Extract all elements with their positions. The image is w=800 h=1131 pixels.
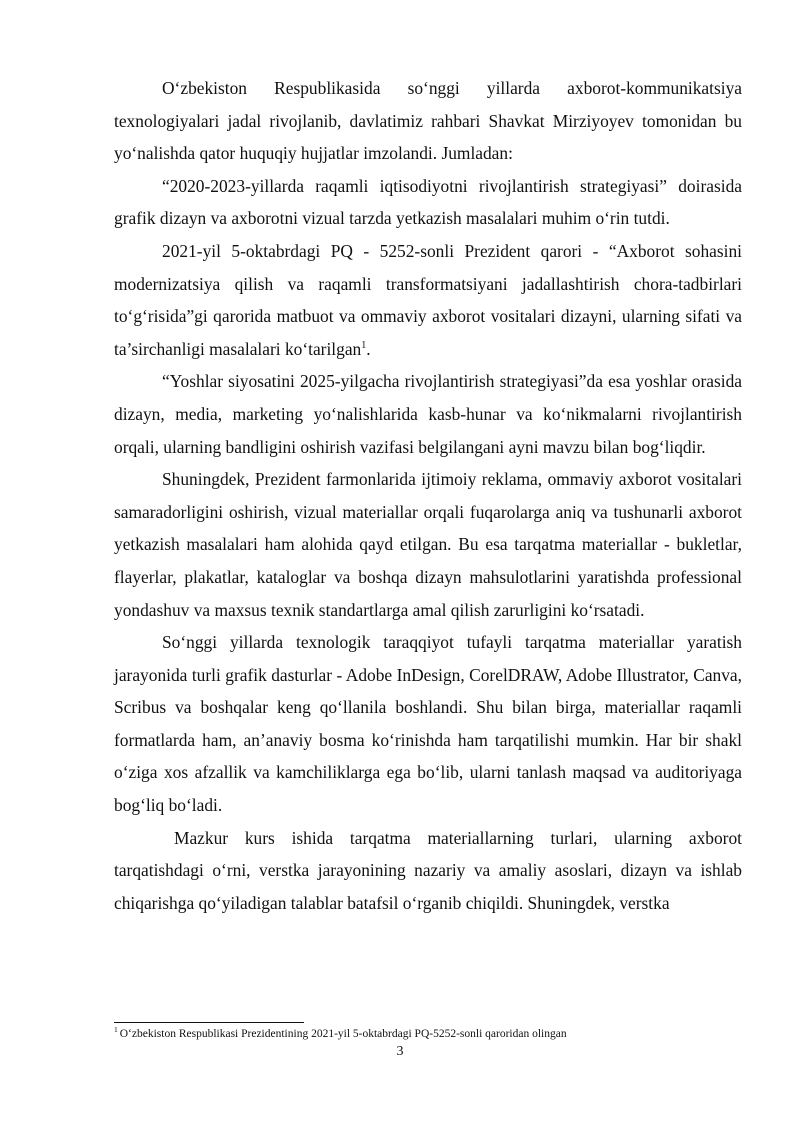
footnote-separator (114, 1022, 304, 1023)
footnote-reference[interactable]: 1 (361, 339, 367, 351)
paragraph-graphic-software: So‘nggi yillarda texnologik taraqqiyot tufayli tarqatma materiallar yaratish jarayonida turli grafik dasturlar - Adobe InDesign, CorelDRAW, Adobe Illustrator, Canva, Scribus va boshqalar keng qo‘llanila boshlandi. Shu bilan birga, materiallar raqamli formatlarda ham, an’anaviy bosma ko‘rinishda ham tarqatilishi mumkin. Har bir shakl o‘ziga xos afzallik va kamchiliklarga ega bo‘lib, ularni tanlash maqsad va auditoriyaga bog‘liq bo‘ladi. (114, 632, 742, 816)
paragraph-presidential-decree-text: 2021-yil 5-oktabrdagi PQ - 5252-sonli Prezident qarori - “Axborot sohasini modernizatsiya qilish va raqamli transformatsiyani jadallashtirish chora-tadbirlari to‘g‘risida”gi qarorida matbuot va ommaviy axborot vositalari dizayni, ularning sifati va ta’sirchanligi masalalari ko‘tarilgan (114, 240, 742, 359)
paragraph-digital-strategy: “2020-2023-yillarda raqamli iqtisodiyotni rivojlantirish strategiyasi” doirasida grafik dizayn va axborotni vizual tarzda yetkazish masalalari muhim o‘rin tutdi. (114, 175, 742, 229)
paragraph-end-punctuation: . (366, 338, 371, 359)
paragraph-youth-strategy: “Yoshlar siyosatini 2025-yilgacha rivojlantirish strategiyasi”da esa yoshlar orasida dizayn, media, marketing yo‘nalishlarida kasb-hunar va ko‘nikmalarni rivojlantirish orqali, ularning bandligini oshirish vazifasi belgilangani ayni mavzu bilan bog‘liqdir. (114, 371, 742, 457)
footnote (114, 1027, 754, 1041)
paragraph-intro: O‘zbekiston Respublikasida so‘nggi yillarda axborot-kommunikatsiya texnologiyalari jadal rivojlanib, davlatimiz rahbari Shavkat Mirziyoyev tomonidan bu yo‘nalishda qator huquqiy hujjatlar imzolandi. Jumladan: (114, 78, 742, 164)
paragraph-presidential-decree (114, 235, 742, 365)
footnote-text: O‘zbekiston Respublikasi Prezidentining 2021-yil 5-oktabrdagi PQ-5252-sonli qaroridan olingan (119, 1028, 567, 1040)
paragraph-course-work: Mazkur kurs ishida tarqatma materiallarning turlari, ularning axborot tarqatishdagi o‘rni, verstka jarayonining nazariy va amaliy asoslari, dizayn va ishlab chiqarishga qo‘yiladigan talablar batafsil o‘rganib chiqildi. Shuningdek, verstka (114, 827, 742, 913)
footnote-number: 1 (114, 1025, 118, 1035)
page-number: 3 (396, 1044, 404, 1059)
paragraph-presidential-orders: Shuningdek, Prezident farmonlarida ijtimoiy reklama, ommaviy axborot vositalari samaradorligini oshirish, vizual materiallar orqali fuqarolarga aniq va tushunarli axborot yetkazish masalalari ham alohida qayd etilgan. Bu esa tarqatma materiallar - bukletlar, flayerlar, plakatlar, kataloglar va boshqa dizayn mahsulotlarini yaratishda professional yondashuv va maxsus texnik standartlarga amal qilish zarurligini ko‘rsatadi. (114, 469, 742, 620)
page-body (114, 72, 742, 919)
